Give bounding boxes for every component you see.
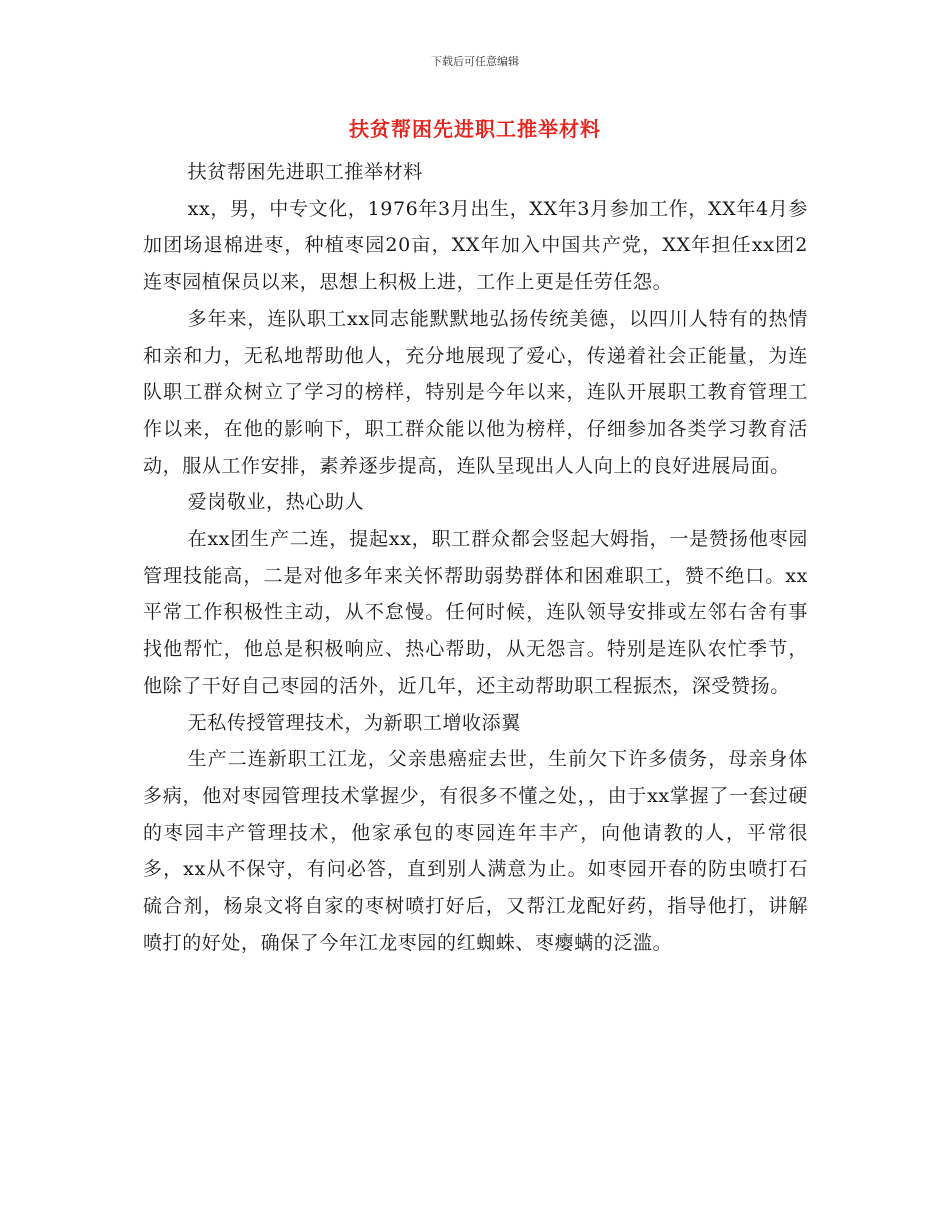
document-title: 扶贫帮困先进职工推举材料 — [349, 117, 601, 141]
document-body — [143, 154, 808, 961]
section-heading-dedication: 爱岗敬业，热心助人 — [187, 491, 365, 514]
page-header-note: 下载后可任意编辑 — [431, 55, 519, 68]
section-heading-techniques: 无私传授管理技术，为新职工增收添翼 — [187, 711, 521, 734]
paragraph-overview: 多年来，连队职工xx同志能默默地弘扬传统美德，以四川人特有的热情和亲和力，无私地帮助他人，充分地展现了爱心，传递着社会正能量，为连队职工群众树立了学习的榜样，特别是今年以来，连队开展职工教育管理工作以来，在他的影响下，职工群众能以他为榜样，仔细参加各类学习教育活动，服从工作安排，素养逐步提高，连队呈现出人人向上的良好进展局面。 — [143, 307, 808, 477]
paragraph-intro: xx，男，中专文化，1976年3月出生，XX年3月参加工作，XX年4月参加团场退棉进枣，种植枣园20亩，XX年加入中国共产党，XX年担任xx团2连枣园植保员以来，思想上积极上进，工作上更是任劳任怨。 — [143, 197, 808, 294]
paragraph-subtitle: 扶贫帮困先进职工推举材料 — [187, 161, 423, 183]
paragraph-techniques: 生产二连新职工江龙，父亲患癌症去世，生前欠下许多债务，母亲身体多病，他对枣园管理技术掌握少，有很多不懂之处，，由于xx掌握了一套过硬的枣园丰产管理技术，他家承包的枣园连年丰产，向他请教的人，平常很多，xx从不保守，有问必答，直到别人满意为止。如枣园开春的防虫喷打石硫合剂，杨泉文将自家的枣树喷打好后，又帮江龙配好药，指导他打，讲解喷打的好处，确保了今年江龙枣园的红蜘蛛、枣瘿螨的泛滥。 — [143, 748, 808, 954]
paragraph-dedication: 在xx团生产二连，提起xx，职工群众都会竖起大姆指，一是赞扬他枣园管理技能高，二是对他多年来关怀帮助弱势群体和困难职工，赞不绝口。xx平常工作积极性主动，从不怠慢。任何时候，连队领导安排或左邻右舍有事找他帮忙，他总是积极响应、热心帮助，从无怨言。特别是连队农忙季节，他除了干好自己枣园的活外，近几年，还主动帮助职工程振杰，深受赞扬。 — [143, 528, 808, 697]
